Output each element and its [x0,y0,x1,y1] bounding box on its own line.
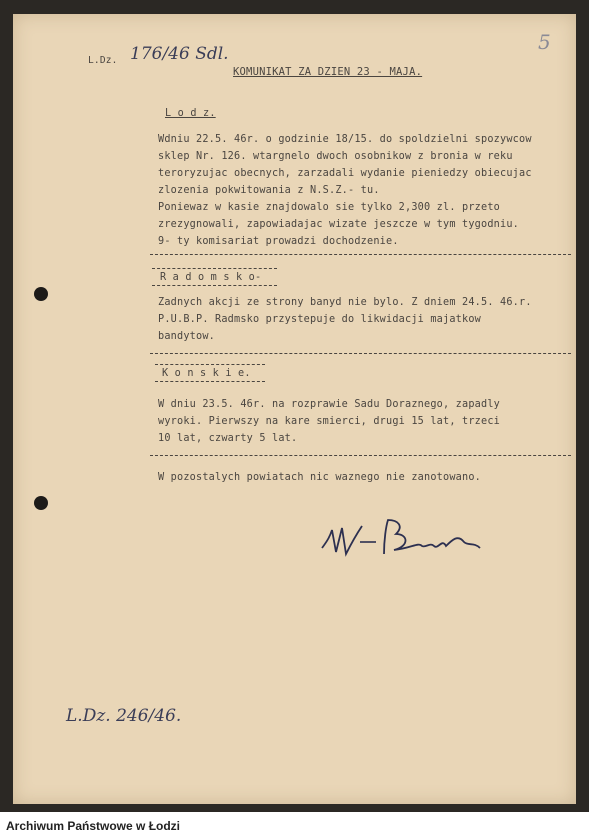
body-line: 10 lat, czwarty 5 lat. [158,433,298,444]
section-heading-konskie: K o n s k i e. [162,368,251,379]
reference-typed: L.Dz. [88,55,118,66]
body-line: 9- ty komisariat prowadzi dochodzenie. [158,236,399,247]
body-line: W dniu 23.5. 46r. na rozprawie Sadu Doraznego, zapadly [158,399,501,410]
punch-hole-bottom [34,496,48,510]
reference-handwritten: 176/46 Sdl. [130,44,229,64]
body-line: sklep Nr. 126. wtargnelo dwoch osobnikow z bronia w reku [158,151,513,162]
heading-box [155,364,265,382]
body-line: Poniewaz w kasie znajdowalo sie tylko 2,300 zl. przeto [158,202,501,213]
page-number: 5 [538,30,551,54]
heading-box [152,268,277,286]
body-line: zlozenia pokwitowania z N.S.Z.- tu. [158,185,380,196]
document-title: KOMUNIKAT ZA DZIEN 23 - MAJA. [233,66,423,78]
signature [318,512,490,564]
bottom-reference-handwritten: L.Dz. 246/46. [66,706,182,726]
body-line: wyroki. Pierwszy na kare smierci, drugi 15 lat, trzeci [158,416,501,427]
body-line: Wdniu 22.5. 46r. o godzinie 18/15. do spoldzielni spozywcow [158,134,532,145]
divider [150,455,571,456]
divider [150,254,571,255]
section-heading-lodz: L o d z. [165,108,216,119]
section-heading-radomsko: R a d o m s k o- [160,272,262,283]
body-line: P.U.B.P. Radmsko przystepuje do likwidacji majatkow [158,314,482,325]
body-line: bandytow. [158,331,216,342]
archive-caption: Archiwum Państwowe w Łodzi [0,812,589,840]
divider [150,353,571,354]
body-line: teroryzujac obecnych, zarzadali wydanie pieniedzy obiecujac [158,168,532,179]
body-line: zrezygnowali, zapowiadajac wizate jeszcze w tym tygodniu. [158,219,520,230]
closing-note: W pozostalych powiatach nic waznego nie zanotowano. [158,472,482,483]
body-line: Zadnych akcji ze strony banyd nie bylo. Z dniem 24.5. 46.r. [158,297,532,308]
punch-hole-top [34,287,48,301]
